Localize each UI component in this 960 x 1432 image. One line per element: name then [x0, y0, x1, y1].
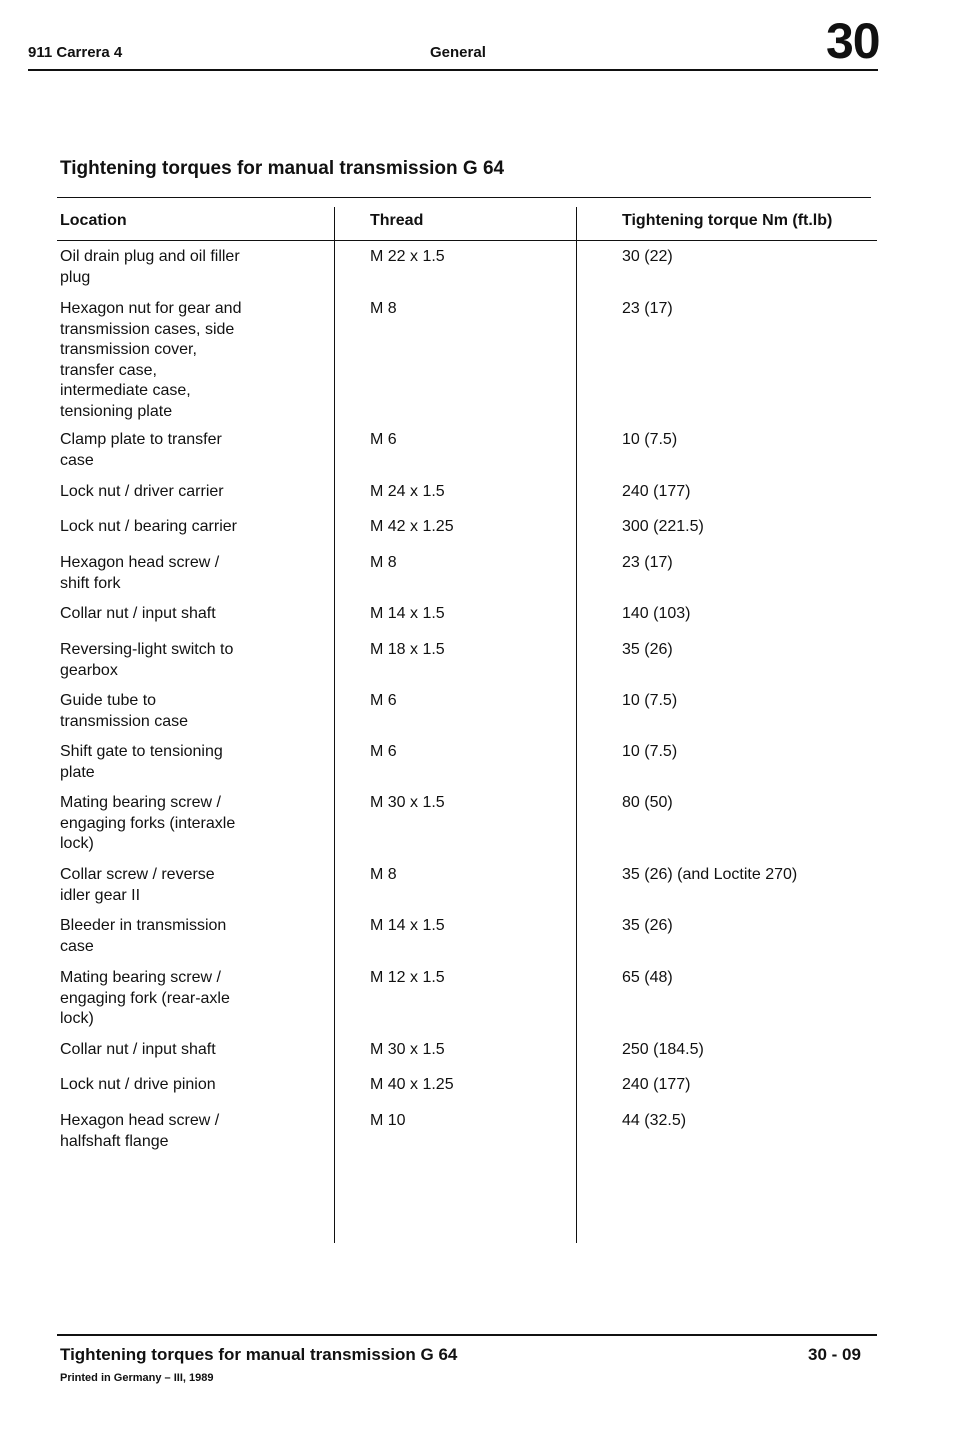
- torque-cell: 23 (17): [622, 554, 673, 571]
- torque-cell: 35 (26) (and Loctite 270): [622, 866, 798, 883]
- thread-cell: M 42 x 1.25: [370, 518, 454, 535]
- column-divider: [576, 207, 577, 1243]
- torque-cell: 300 (221.5): [622, 518, 704, 535]
- torque-cell: 240 (177): [622, 483, 691, 500]
- torque-cell: 250 (184.5): [622, 1041, 704, 1058]
- torque-cell: 140 (103): [622, 605, 691, 622]
- thread-cell: M 14 x 1.5: [370, 605, 445, 622]
- header-model: 911 Carrera 4: [28, 44, 123, 61]
- header-rule: [28, 69, 878, 71]
- column-header-torque: Tightening torque Nm (ft.lb): [622, 212, 833, 229]
- torque-cell: 23 (17): [622, 300, 673, 317]
- thread-cell: M 6: [370, 692, 397, 709]
- torque-cell: 35 (26): [622, 641, 673, 658]
- location-cell: Collar screw / reverse idler gear II: [60, 866, 215, 904]
- location-cell: Oil drain plug and oil filler plug: [60, 248, 240, 286]
- location-cell: Lock nut / driver carrier: [60, 483, 224, 500]
- thread-cell: M 30 x 1.5: [370, 1041, 445, 1058]
- location-cell: Collar nut / input shaft: [60, 605, 216, 622]
- torque-cell: 30 (22): [622, 248, 673, 265]
- thread-cell: M 24 x 1.5: [370, 483, 445, 500]
- thread-cell: M 6: [370, 431, 397, 448]
- column-divider: [334, 207, 335, 1243]
- torque-cell: 240 (177): [622, 1076, 691, 1093]
- title-rule: [57, 197, 871, 198]
- column-header-thread: Thread: [370, 212, 424, 229]
- torque-cell: 10 (7.5): [622, 743, 678, 760]
- location-cell: Collar nut / input shaft: [60, 1041, 216, 1058]
- location-cell: Hexagon nut for gear and transmission cases, side transmission cover, transfer case, intermediate case, tensioning plate: [60, 300, 242, 420]
- location-cell: Hexagon head screw / halfshaft flange: [60, 1112, 220, 1150]
- location-cell: Bleeder in transmission case: [60, 917, 227, 955]
- thread-cell: M 14 x 1.5: [370, 917, 445, 934]
- torque-cell: 10 (7.5): [622, 431, 678, 448]
- printed-note: Printed in Germany – III, 1989: [60, 1372, 214, 1384]
- page-title: Tightening torques for manual transmission G 64: [60, 158, 505, 179]
- thread-cell: M 30 x 1.5: [370, 794, 445, 811]
- location-cell: Reversing-light switch to gearbox: [60, 641, 234, 679]
- torque-cell: 35 (26): [622, 917, 673, 934]
- column-header-location: Location: [60, 212, 127, 229]
- torque-cell: 44 (32.5): [622, 1112, 687, 1129]
- thread-cell: M 22 x 1.5: [370, 248, 445, 265]
- header-section: General: [430, 44, 486, 61]
- thread-cell: M 40 x 1.25: [370, 1076, 454, 1093]
- location-cell: Shift gate to tensioning plate: [60, 743, 223, 781]
- header-group-number: 30: [826, 13, 880, 69]
- location-cell: Clamp plate to transfer case: [60, 431, 222, 469]
- thread-cell: M 18 x 1.5: [370, 641, 445, 658]
- location-cell: Lock nut / drive pinion: [60, 1076, 216, 1093]
- thread-cell: M 6: [370, 743, 397, 760]
- thread-cell: M 8: [370, 300, 397, 317]
- footer-rule: [57, 1334, 877, 1336]
- footer-page-number: 30 - 09: [808, 1345, 861, 1364]
- torque-cell: 65 (48): [622, 969, 673, 986]
- header-rule-bottom: [57, 240, 877, 241]
- thread-cell: M 12 x 1.5: [370, 969, 445, 986]
- location-cell: Lock nut / bearing carrier: [60, 518, 237, 535]
- thread-cell: M 10: [370, 1112, 406, 1129]
- footer-title: Tightening torques for manual transmission G 64: [60, 1345, 458, 1364]
- torque-cell: 80 (50): [622, 794, 673, 811]
- location-cell: Mating bearing screw / engaging fork (rear-axle lock): [60, 969, 230, 1027]
- thread-cell: M 8: [370, 866, 397, 883]
- torque-cell: 10 (7.5): [622, 692, 678, 709]
- thread-cell: M 8: [370, 554, 397, 571]
- location-cell: Guide tube to transmission case: [60, 692, 189, 730]
- location-cell: Hexagon head screw / shift fork: [60, 554, 220, 592]
- location-cell: Mating bearing screw / engaging forks (interaxle lock): [60, 794, 236, 852]
